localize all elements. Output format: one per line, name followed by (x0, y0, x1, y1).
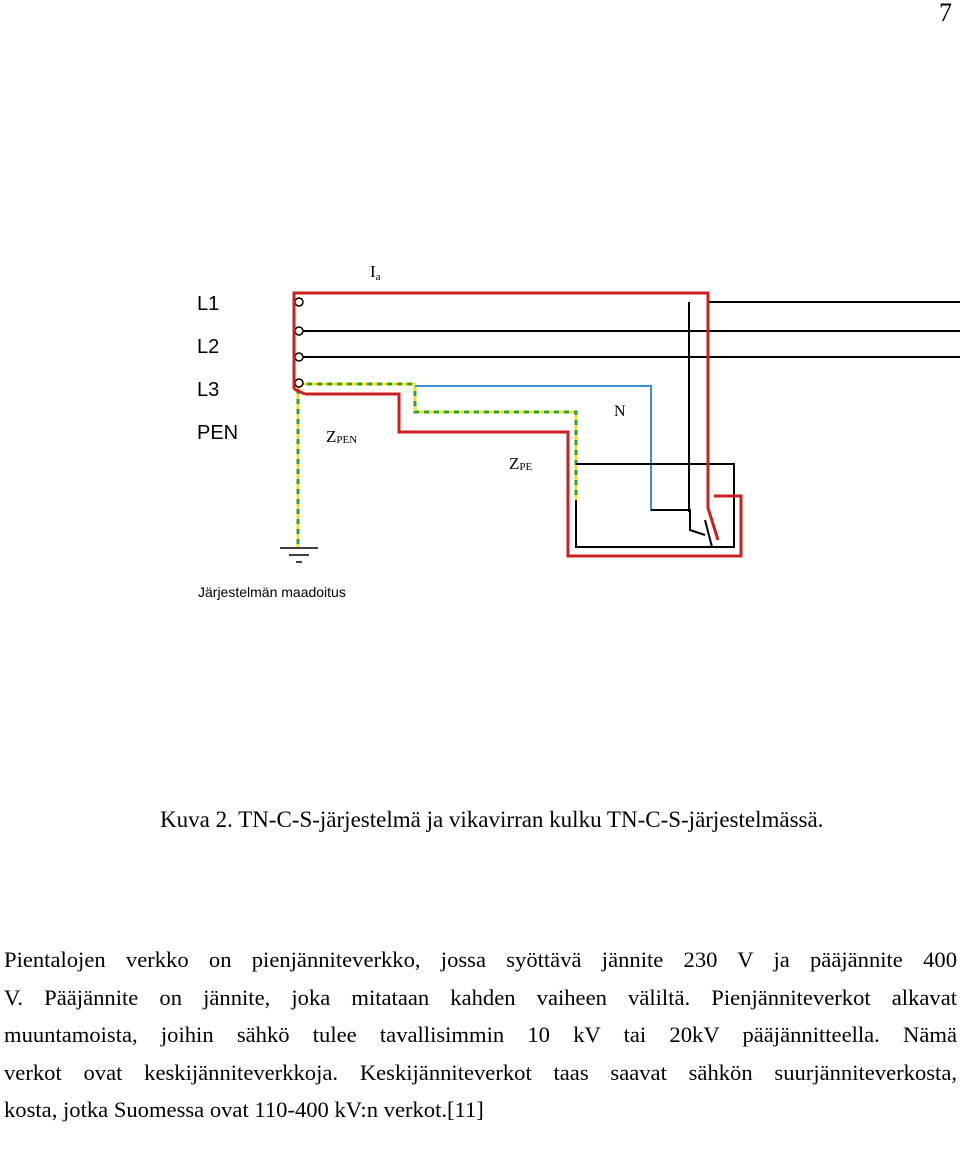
terminal-l1 (295, 298, 303, 306)
z-pen-label: ZPEN (326, 427, 358, 446)
fault-current-path (294, 293, 741, 556)
paragraph-line: kosta, jotka Suomessa ovat 110-400 kV:n verkot.[11] (4, 1097, 484, 1122)
pen-conductor (298, 384, 576, 547)
terminal-l2 (295, 327, 303, 335)
paragraph-line: muuntamoista, joihin sähkö tulee tavallisimmin 10 kV tai 20kV pääjännitteella. Nämä (4, 1022, 957, 1047)
terminal-pen (295, 379, 303, 387)
paragraph-line: verkot ovat keskijänniteverkkoja. Keskijänniteverkot taas saavat sähkön suurjänniteverkosta, (4, 1059, 957, 1085)
z-pe-label: ZPE (509, 454, 533, 473)
page-number: 7 (939, 0, 952, 27)
terminal-l3 (295, 353, 303, 361)
ground-label: Järjestelmän maadoitus (198, 584, 346, 600)
wire-neutral (415, 386, 690, 510)
conductor-label-l3: L3 (197, 379, 220, 401)
load-device (576, 302, 734, 547)
ground-icon (280, 548, 318, 562)
neutral-label: N (614, 403, 626, 420)
paragraph-line: V. Pääjännite on jännite, joka mitataan kahden vaiheen väliltä. Pienjänniteverkot alkavat (4, 984, 957, 1010)
conductor-label-l2: L2 (197, 336, 220, 358)
body-paragraph (4, 941, 957, 1129)
paragraph-line: Pientalojen verkko on pienjänniteverkko, jossa syöttävä jännite 230 V ja pääjännite 400 (4, 947, 957, 972)
conductor-label-pen: PEN (197, 422, 239, 444)
conductor-label-l1: L1 (197, 293, 220, 315)
figure-caption: Kuva 2. TN-C-S-järjestelmä ja vikavirran kulku TN-C-S-järjestelmässä. (160, 807, 824, 832)
current-label: Ia (370, 262, 381, 283)
